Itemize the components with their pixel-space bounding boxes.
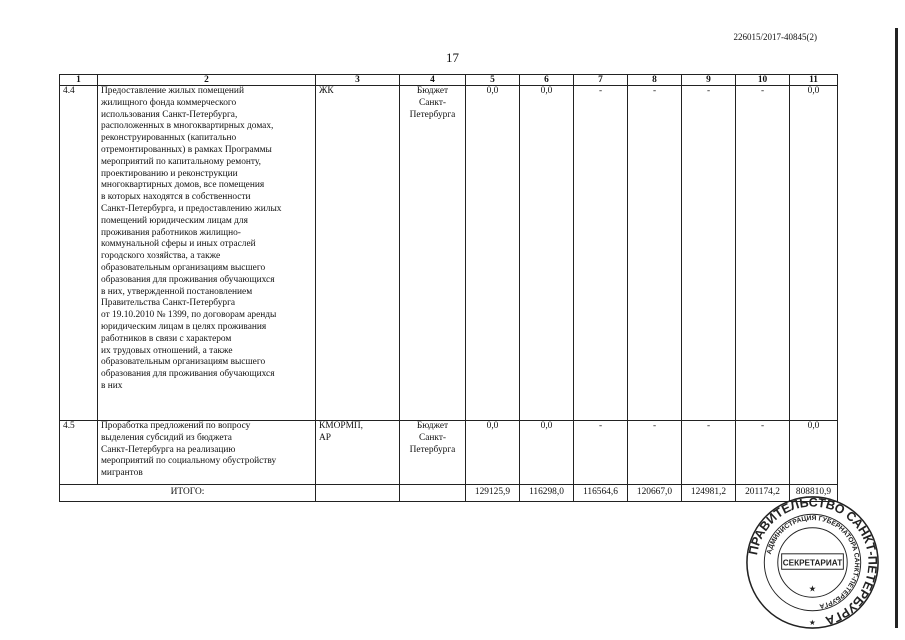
column-header: 6 (520, 75, 574, 86)
description-line: образования для проживания обучающихся (101, 274, 275, 285)
total-label: ИТОГО: (60, 485, 316, 502)
description-line: использования Санкт-Петербурга, (101, 109, 238, 120)
description-line: мигрантов (101, 468, 143, 479)
total-row (60, 485, 838, 502)
column-header: 1 (60, 75, 98, 86)
executor-cell (316, 421, 400, 485)
value-cell: - (574, 86, 628, 421)
description-line: Санкт-Петербурга на реализацию (101, 444, 236, 455)
description-line: Предоставление жилых помещений (101, 86, 244, 96)
total-value: 120667,0 (628, 485, 682, 502)
budget-table (59, 74, 838, 502)
scan-edge-line (895, 28, 898, 628)
value-cell: 0,0 (466, 421, 520, 485)
executor-cell: ЖК (316, 86, 400, 421)
total-value: 201174,2 (736, 485, 790, 502)
value-cell: 0,0 (520, 421, 574, 485)
description-line: помещений юридическим лицам для (101, 215, 248, 226)
activity-description (98, 86, 316, 421)
empty-cell (400, 485, 466, 502)
header-row (60, 75, 838, 86)
page-number: 17 (446, 50, 459, 65)
column-header: 9 (682, 75, 736, 86)
description-line: от 19.10.2010 № 1399, по договорам аренды (101, 310, 277, 321)
column-header: 7 (574, 75, 628, 86)
column-header: 5 (466, 75, 520, 86)
description-line: отремонтированных) в рамках Программы (101, 144, 272, 155)
row-number: 4.5 (60, 421, 98, 485)
value-cell: - (628, 421, 682, 485)
description-line: их трудовых отношений, а также (101, 345, 233, 356)
description-line: в них, утвержденной постановлением (101, 286, 253, 297)
column-header: 11 (790, 75, 838, 86)
total-value: 124981,2 (682, 485, 736, 502)
description-line: проектированию и реконструкции (101, 168, 238, 179)
value-cell: - (736, 86, 790, 421)
seal-inner-text: АДМИНИСТРАЦИЯ ГУБЕРНАТОРА САНКТ-ПЕТЕРБУРГА (765, 515, 860, 610)
column-header: 4 (400, 75, 466, 86)
value-cell: 0,0 (520, 86, 574, 421)
value-cell: - (682, 421, 736, 485)
description-line: образовательным организациям высшего (101, 262, 266, 273)
description-line: Проработка предложений по вопросу (101, 421, 251, 431)
description-line: в них (101, 380, 123, 391)
seal-star-icon: ★ (808, 583, 817, 594)
document-id: 226015/2017-40845(2) (733, 32, 817, 42)
value-cell: 0,0 (790, 86, 838, 421)
column-header: 8 (628, 75, 682, 86)
funding-source (400, 421, 466, 485)
value-cell: - (574, 421, 628, 485)
funding-source (400, 86, 466, 421)
empty-cell (316, 485, 400, 502)
executor-line: КМОРМП, (319, 421, 364, 431)
funding-source-line: Петербурга (409, 109, 456, 120)
column-header: 3 (316, 75, 400, 86)
funding-source-line: Бюджет (416, 421, 449, 431)
description-line: в которых находятся в собственности (101, 192, 251, 203)
description-line: Санкт-Петербурга, и предоставлению жилых (101, 203, 282, 214)
description-line: расположенных в многоквартирных домах, (101, 121, 274, 132)
column-header: 10 (736, 75, 790, 86)
seal-star-icon: ★ (809, 618, 816, 628)
table-row-4-5 (60, 421, 838, 485)
seal-outer-text: ПРАВИТЕЛЬСТВО САНКТ-ПЕТЕРБУРГА (746, 495, 880, 628)
description-line: проживания работников жилищно- (101, 227, 241, 238)
funding-source-line: Санкт- (418, 97, 447, 108)
description-line: образования для проживания обучающихся (101, 369, 275, 380)
value-cell: 0,0 (790, 421, 838, 485)
description-line: коммунальной сферы и иных отраслей (101, 239, 256, 250)
total-value: 129125,9 (466, 485, 520, 502)
official-seal-stamp (745, 495, 880, 630)
value-cell: - (736, 421, 790, 485)
funding-source-line: Бюджет (416, 86, 449, 96)
description-line: выделения субсидий из бюджета (101, 432, 232, 443)
executor-line: АР (319, 432, 331, 443)
row-number: 4.4 (60, 86, 98, 421)
value-cell: - (682, 86, 736, 421)
funding-source-line: Петербурга (409, 444, 456, 455)
description-line: мероприятий по социальному обустройству (101, 456, 277, 467)
description-line: жилищного фонда коммерческого (101, 97, 237, 108)
description-line: Правительства Санкт-Петербурга (101, 298, 236, 309)
funding-source-line: Санкт- (418, 432, 447, 443)
description-line: образовательным организациям высшего (101, 357, 266, 368)
total-value: 808810,9 (790, 485, 838, 502)
value-cell: - (628, 86, 682, 421)
description-line: реконструированных (капитально (101, 133, 237, 144)
value-cell: 0,0 (466, 86, 520, 421)
description-line: работников в связи с характером (101, 333, 232, 344)
description-line: многоквартирных домов, все помещения (101, 180, 265, 191)
description-line: городского хозяйства, а также (101, 251, 221, 262)
description-line: мероприятий по капитальному ремонту, (101, 156, 261, 167)
total-value: 116564,6 (574, 485, 628, 502)
column-header: 2 (98, 75, 316, 86)
description-line: юридическим лицам в целях проживания (101, 321, 267, 332)
table-row-4-4 (60, 86, 838, 421)
activity-description (98, 421, 316, 485)
seal-center-text: СЕКРЕТАРИАТ (782, 558, 843, 568)
total-value: 116298,0 (520, 485, 574, 502)
